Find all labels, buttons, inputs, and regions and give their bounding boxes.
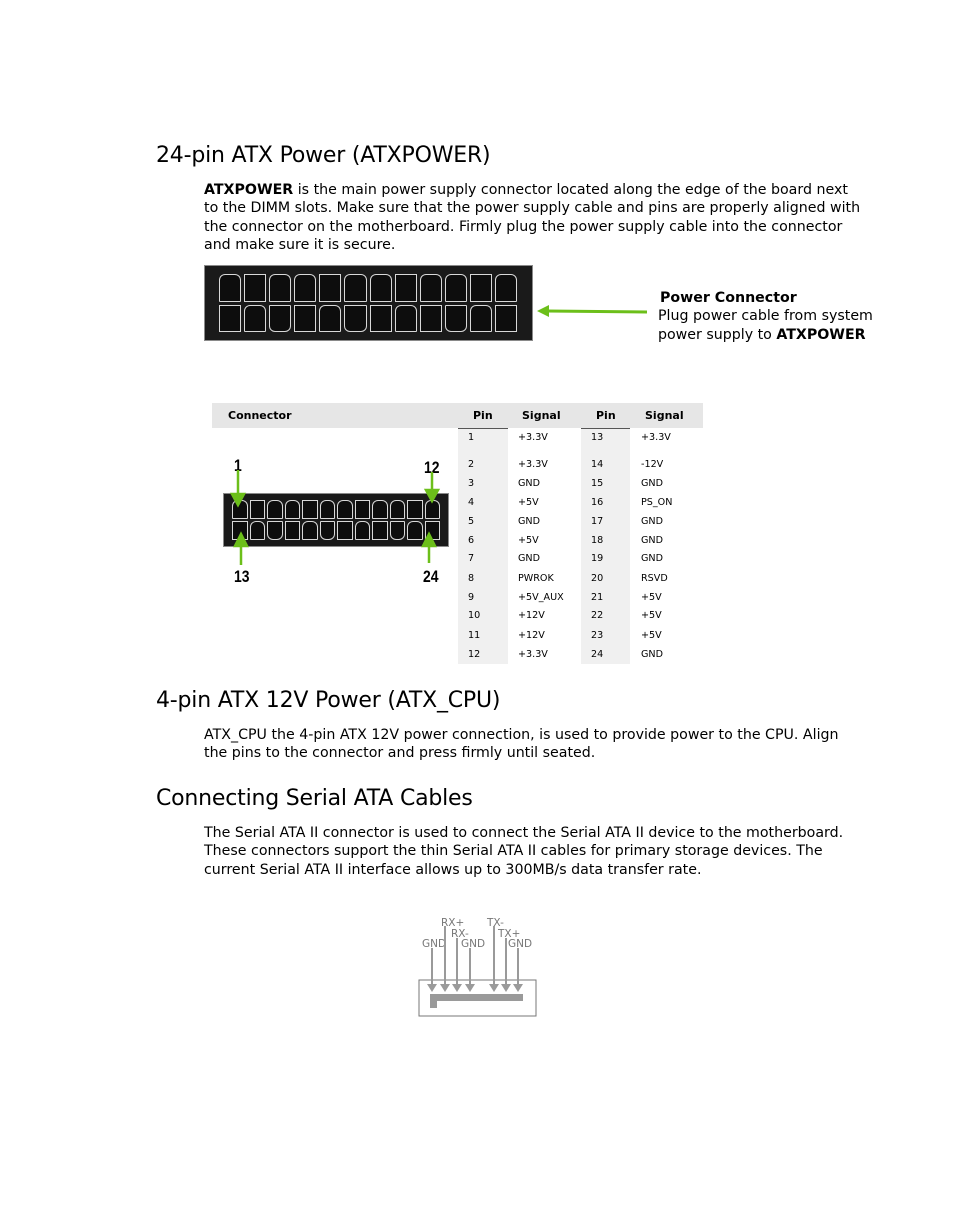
- table-cell-signal: +5V_AUX: [518, 592, 564, 603]
- connector-pin-grid: [219, 274, 517, 332]
- atx-power-bold: ATXPOWER: [204, 182, 294, 198]
- header-signal: Signal: [522, 409, 561, 422]
- table-cell-pin: 11: [468, 630, 481, 641]
- table-cell-pin2: 20: [591, 573, 604, 584]
- label-pin-24: 24: [423, 567, 439, 586]
- sata-label-rx-plus: RX+: [441, 917, 465, 929]
- header-pin: Pin: [473, 409, 493, 422]
- table-cell-pin2: 14: [591, 459, 604, 470]
- header-pin2: Pin: [596, 409, 616, 422]
- callout-title: Power Connector: [660, 290, 797, 306]
- table-cell-pin2: 15: [591, 478, 604, 489]
- pin-table-header: [212, 403, 703, 428]
- callout-line2: power supply to ATXPOWER: [658, 326, 866, 343]
- table-cell-pin2: 17: [591, 516, 604, 527]
- table-cell-pin: 7: [468, 553, 475, 564]
- table-cell-pin: 10: [468, 610, 481, 621]
- table-cell-pin: 8: [468, 573, 475, 584]
- sata-label-gnd-2: GND: [461, 938, 486, 950]
- label-pin-13: 13: [234, 567, 250, 586]
- table-cell-pin2: 23: [591, 630, 604, 641]
- header-signal2: Signal: [645, 409, 684, 422]
- label-pin-12: 12: [424, 458, 440, 477]
- callout-line1: Plug power cable from system: [658, 308, 873, 325]
- pin2-col-bg: [581, 428, 630, 664]
- table-cell-pin: 4: [468, 497, 475, 508]
- sata-label-gnd-1: GND: [422, 938, 447, 950]
- table-cell-signal: +12V: [518, 610, 545, 621]
- table-cell-signal: PWROK: [518, 573, 554, 584]
- section-title-atx-cpu: 4-pin ATX 12V Power (ATX_CPU): [156, 688, 501, 713]
- table-cell-signal2: -12V: [641, 459, 664, 470]
- sata-paragraph: The Serial ATA II connector is used to connect the Serial ATA II device to the motherboard. These connectors support the thin Serial ATA II cables for primary storage devices. The current Serial ATA II interface allows up to 300MB/s data transfer rate.: [204, 825, 844, 878]
- table-cell-pin2: 22: [591, 610, 604, 621]
- table-cell-pin: 12: [468, 649, 481, 660]
- table-cell-signal2: PS_ON: [641, 497, 673, 508]
- table-cell-signal2: GND: [641, 553, 663, 564]
- sata-label-tx-minus: TX-: [487, 917, 504, 929]
- table-cell-signal: +3.3V: [518, 459, 548, 470]
- atx-power-paragraph: [204, 181, 864, 255]
- table-cell-signal2: +3.3V: [641, 432, 671, 443]
- table-cell-signal: +5V: [518, 535, 539, 546]
- table-cell-pin2: 24: [591, 649, 604, 660]
- table-cell-signal2: GND: [641, 535, 663, 546]
- table-cell-signal2: +5V: [641, 630, 662, 641]
- table-cell-signal2: GND: [641, 478, 663, 489]
- table-cell-signal2: +5V: [641, 592, 662, 603]
- table-cell-signal: +3.3V: [518, 649, 548, 660]
- table-cell-pin2: 19: [591, 553, 604, 564]
- table-cell-pin: 2: [468, 459, 475, 470]
- sata-pins-svg: [410, 910, 550, 1020]
- table-cell-signal: GND: [518, 478, 540, 489]
- table-cell-pin2: 21: [591, 592, 604, 603]
- table-cell-pin2: 18: [591, 535, 604, 546]
- atx-connector-photo: [204, 265, 533, 341]
- table-cell-signal: GND: [518, 553, 540, 564]
- table-cell-signal: +12V: [518, 630, 545, 641]
- table-cell-signal: GND: [518, 516, 540, 527]
- section-title-sata: Connecting Serial ATA Cables: [156, 786, 473, 811]
- table-cell-signal2: +5V: [641, 610, 662, 621]
- callout-arrow: [535, 302, 650, 320]
- atx-cpu-paragraph: ATX_CPU the 4-pin ATX 12V power connection, is used to provide power to the CPU. Align the pins to the connector and press firmly until seated.: [204, 727, 839, 762]
- sata-label-gnd-3: GND: [508, 938, 533, 950]
- atx-power-text: is the main power supply connector located along the edge of the board next to the DIMM slots. Make sure that the power supply cable and pins are properly aligned with the connector on the motherboard. Firmly plug the power supply cable into the connector and make sure it is secure.: [204, 182, 861, 254]
- pin-col-bg: [458, 428, 508, 664]
- table-cell-pin: 6: [468, 535, 475, 546]
- table-cell-pin: 3: [468, 478, 475, 489]
- table-cell-pin: 9: [468, 592, 475, 603]
- table-cell-pin2: 16: [591, 497, 604, 508]
- sata-label-rx-minus: RX-: [451, 928, 469, 940]
- callout: [658, 289, 873, 344]
- table-cell-pin: 5: [468, 516, 475, 527]
- diagram-arrows: [223, 470, 453, 570]
- table-cell-signal2: GND: [641, 516, 663, 527]
- sata-label-tx-plus: TX+: [498, 928, 521, 940]
- sata-diagram: [410, 910, 550, 1020]
- table-cell-signal: +5V: [518, 497, 539, 508]
- table-cell-signal2: GND: [641, 649, 663, 660]
- header-connector: Connector: [228, 409, 292, 422]
- table-cell-pin: 1: [468, 432, 475, 443]
- label-pin-1: 1: [234, 456, 242, 475]
- table-cell-signal2: RSVD: [641, 573, 668, 584]
- table-cell-signal: +3.3V: [518, 432, 548, 443]
- table-cell-pin2: 13: [591, 432, 604, 443]
- section-title-atx-power: 24-pin ATX Power (ATXPOWER): [156, 143, 491, 168]
